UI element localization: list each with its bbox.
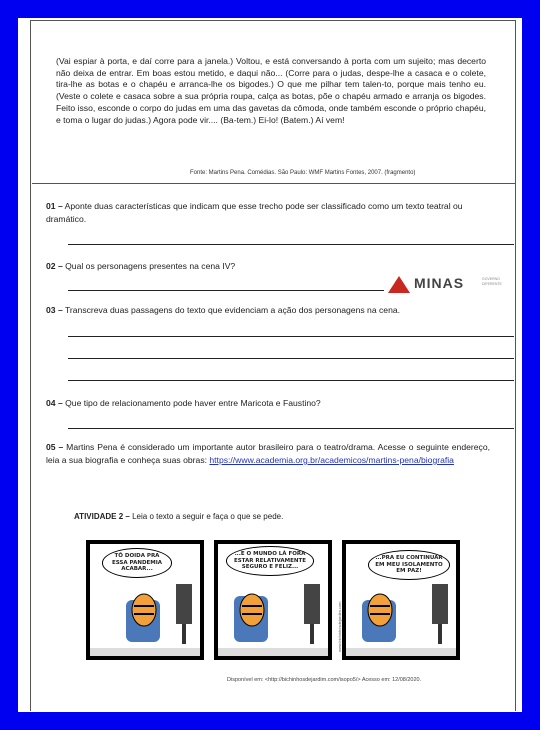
- question-4-text: Que tipo de relacionamento pode haver entre Maricota e Faustino?: [65, 398, 321, 408]
- speech-bubble-3: ...PRA EU CONTINUAR EM MEU ISOLAMENTO EM PAZ!: [368, 550, 450, 580]
- divider: [32, 183, 516, 184]
- activity-heading: [74, 512, 283, 521]
- question-3-number: 03 –: [46, 305, 63, 315]
- answer-line[interactable]: [68, 244, 514, 245]
- answer-line[interactable]: [68, 290, 384, 291]
- minas-logo: [382, 272, 502, 298]
- activity-text: Leia o texto a seguir e faça o que se pede.: [132, 512, 284, 521]
- question-1-text: Aponte duas características que indicam que esse trecho pode ser classificado como um texto teatral ou dramático.: [46, 201, 463, 224]
- question-1-number: 01 –: [46, 201, 63, 211]
- triangle-logo-icon: [388, 276, 410, 293]
- passage-source: Fonte: Martins Pena. Comédias. São Paulo: WMF Martins Fontes, 2007. (fragmento): [190, 170, 416, 176]
- comic-side-url: www.bichinhosdejardim.com: [337, 601, 342, 652]
- question-3-text: Transcreva duas passagens do texto que evidenciam a ação dos personagens na cena.: [64, 305, 401, 315]
- question-3: [46, 304, 496, 317]
- activity-label: ATIVIDADE 2 –: [74, 512, 130, 521]
- passage-text: (Vai espiar à porta, e daí corre para a janela.) Voltou, e está conversando à porta com um sujeito; mas decerto não deixa de entrar. Em boas estou metido, e daqui não... (Corre para o judas, despe-lhe a casaca e o colete, tira-lhe as botas e o chapéu e arranca-lhe os bigodes.) O que me pilhar tem talen-to, porque mais tenho eu. (Veste o colete e casaca sobre a sua própria roupa, calça as botas, põe o chapéu armado e arranja os bigodes. Feito isso, esconde o corpo do judas em uma das gavetas da cômoda, onde também esconde o próprio chapéu, e toma o lugar do judas.) Agora pode vir.... (Ba-tem.) Ei-lo! (Batem.) Aí vem!: [56, 56, 486, 125]
- answer-line[interactable]: [68, 428, 514, 429]
- question-2-number: 02 –: [46, 261, 63, 271]
- biography-link[interactable]: https://www.academia.org.br/academicos/martins-pena/biografia: [209, 455, 454, 465]
- speech-bubble-2: ...E O MUNDO LÁ FORA ESTAR RELATIVAMENTE SEGURO E FELIZ...: [226, 546, 314, 576]
- question-5-text: Martins Pena é considerado um importante autor brasileiro para o teatro/drama. Acesse o seguinte endereço, leia a sua biografia e conheça suas obras:: [46, 442, 490, 465]
- comic-panel-2: [214, 540, 332, 660]
- question-5: [46, 441, 490, 467]
- comic-panel-1: [86, 540, 204, 660]
- answer-line[interactable]: [68, 358, 514, 359]
- question-4-number: 04 –: [46, 398, 63, 408]
- logo-subtext: GOVERNO DIFERENTE: [482, 277, 502, 286]
- answer-line[interactable]: [68, 380, 514, 381]
- speech-bubble-1: TÔ DOIDA PRA ESSA PANDEMIA ACABAR...: [102, 548, 172, 578]
- question-2-text: Qual os personagens presentes na cena IV?: [65, 261, 236, 271]
- question-1: [46, 200, 496, 226]
- comic-strip: [86, 540, 460, 660]
- question-2: [46, 260, 386, 273]
- comic-panel-3: [342, 540, 460, 660]
- answer-line[interactable]: [68, 336, 514, 337]
- logo-word: MINAS: [414, 275, 465, 291]
- comic-credit: Disponível em: <http://bichinhosdejardim.com/isopo5/> Acesso em: 12/08/2020.: [227, 677, 422, 683]
- question-4: [46, 397, 496, 410]
- question-5-number: 05 –: [46, 442, 64, 452]
